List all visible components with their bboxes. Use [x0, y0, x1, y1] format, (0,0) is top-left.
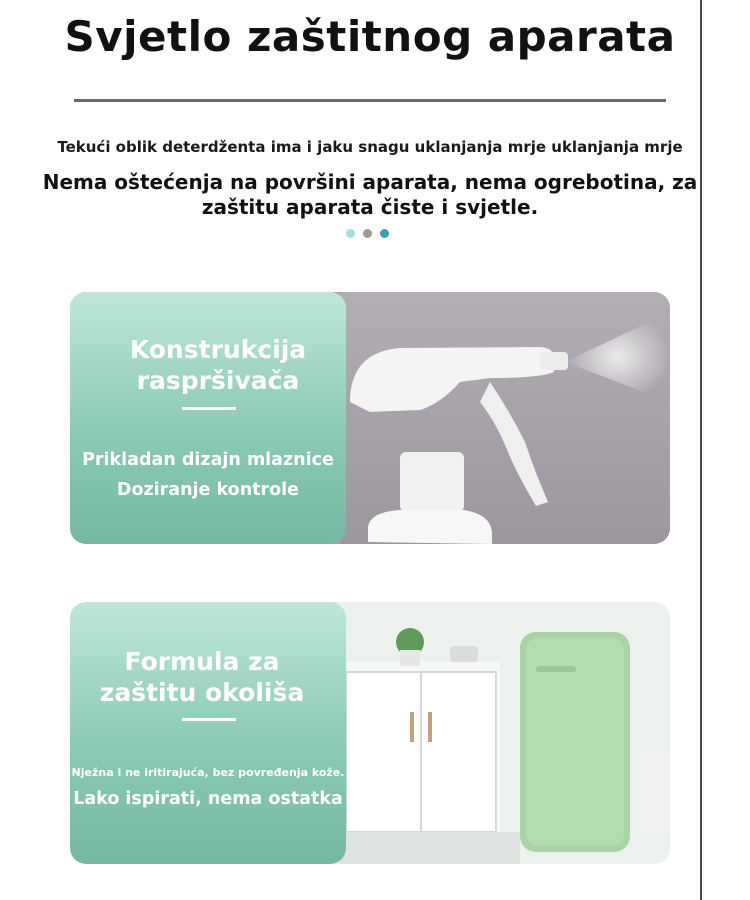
right-border-line: [700, 0, 702, 900]
feature-title: Konstrukcija raspršivača: [129, 335, 307, 395]
feature-line-1: Prikladan dizajn mlaznice: [82, 450, 334, 470]
refrigerator-kitchen-icon: [340, 602, 670, 864]
feature-card-formula: [70, 602, 670, 864]
feature-line-1: Nježna i ne iritirajuća, bez povređenja kože.: [71, 766, 345, 779]
feature-divider: [182, 718, 236, 721]
page-title: Svjetlo zaštitnog aparata: [64, 12, 676, 61]
spray-bottle-image: [340, 292, 670, 544]
feature-card-sprayer: [70, 292, 670, 544]
spray-bottle-icon: [340, 292, 670, 544]
feature-panel: [70, 292, 346, 544]
kitchen-image: [340, 602, 670, 864]
feature-line-2: Lako ispirati, nema ostatka: [73, 789, 343, 809]
feature-panel: [70, 602, 346, 864]
carousel-dot[interactable]: [346, 229, 355, 238]
subtitle-small: Tekući oblik deterdženta ima i jaku snagu uklanjanja mrje uklanjanja mrje: [57, 138, 683, 156]
feature-title: Formula za zaštitu okoliša: [99, 647, 305, 707]
feature-line-2: Doziranje kontrole: [116, 480, 300, 500]
carousel-dot[interactable]: [380, 229, 389, 238]
feature-divider: [182, 407, 236, 410]
carousel-dot[interactable]: [363, 229, 372, 238]
carousel-dots: [346, 229, 389, 238]
subtitle-large: Nema oštećenja na površini aparata, nema ogrebotina, za zaštitu aparata čiste i svjetle.: [42, 170, 698, 219]
title-divider: [74, 99, 666, 102]
